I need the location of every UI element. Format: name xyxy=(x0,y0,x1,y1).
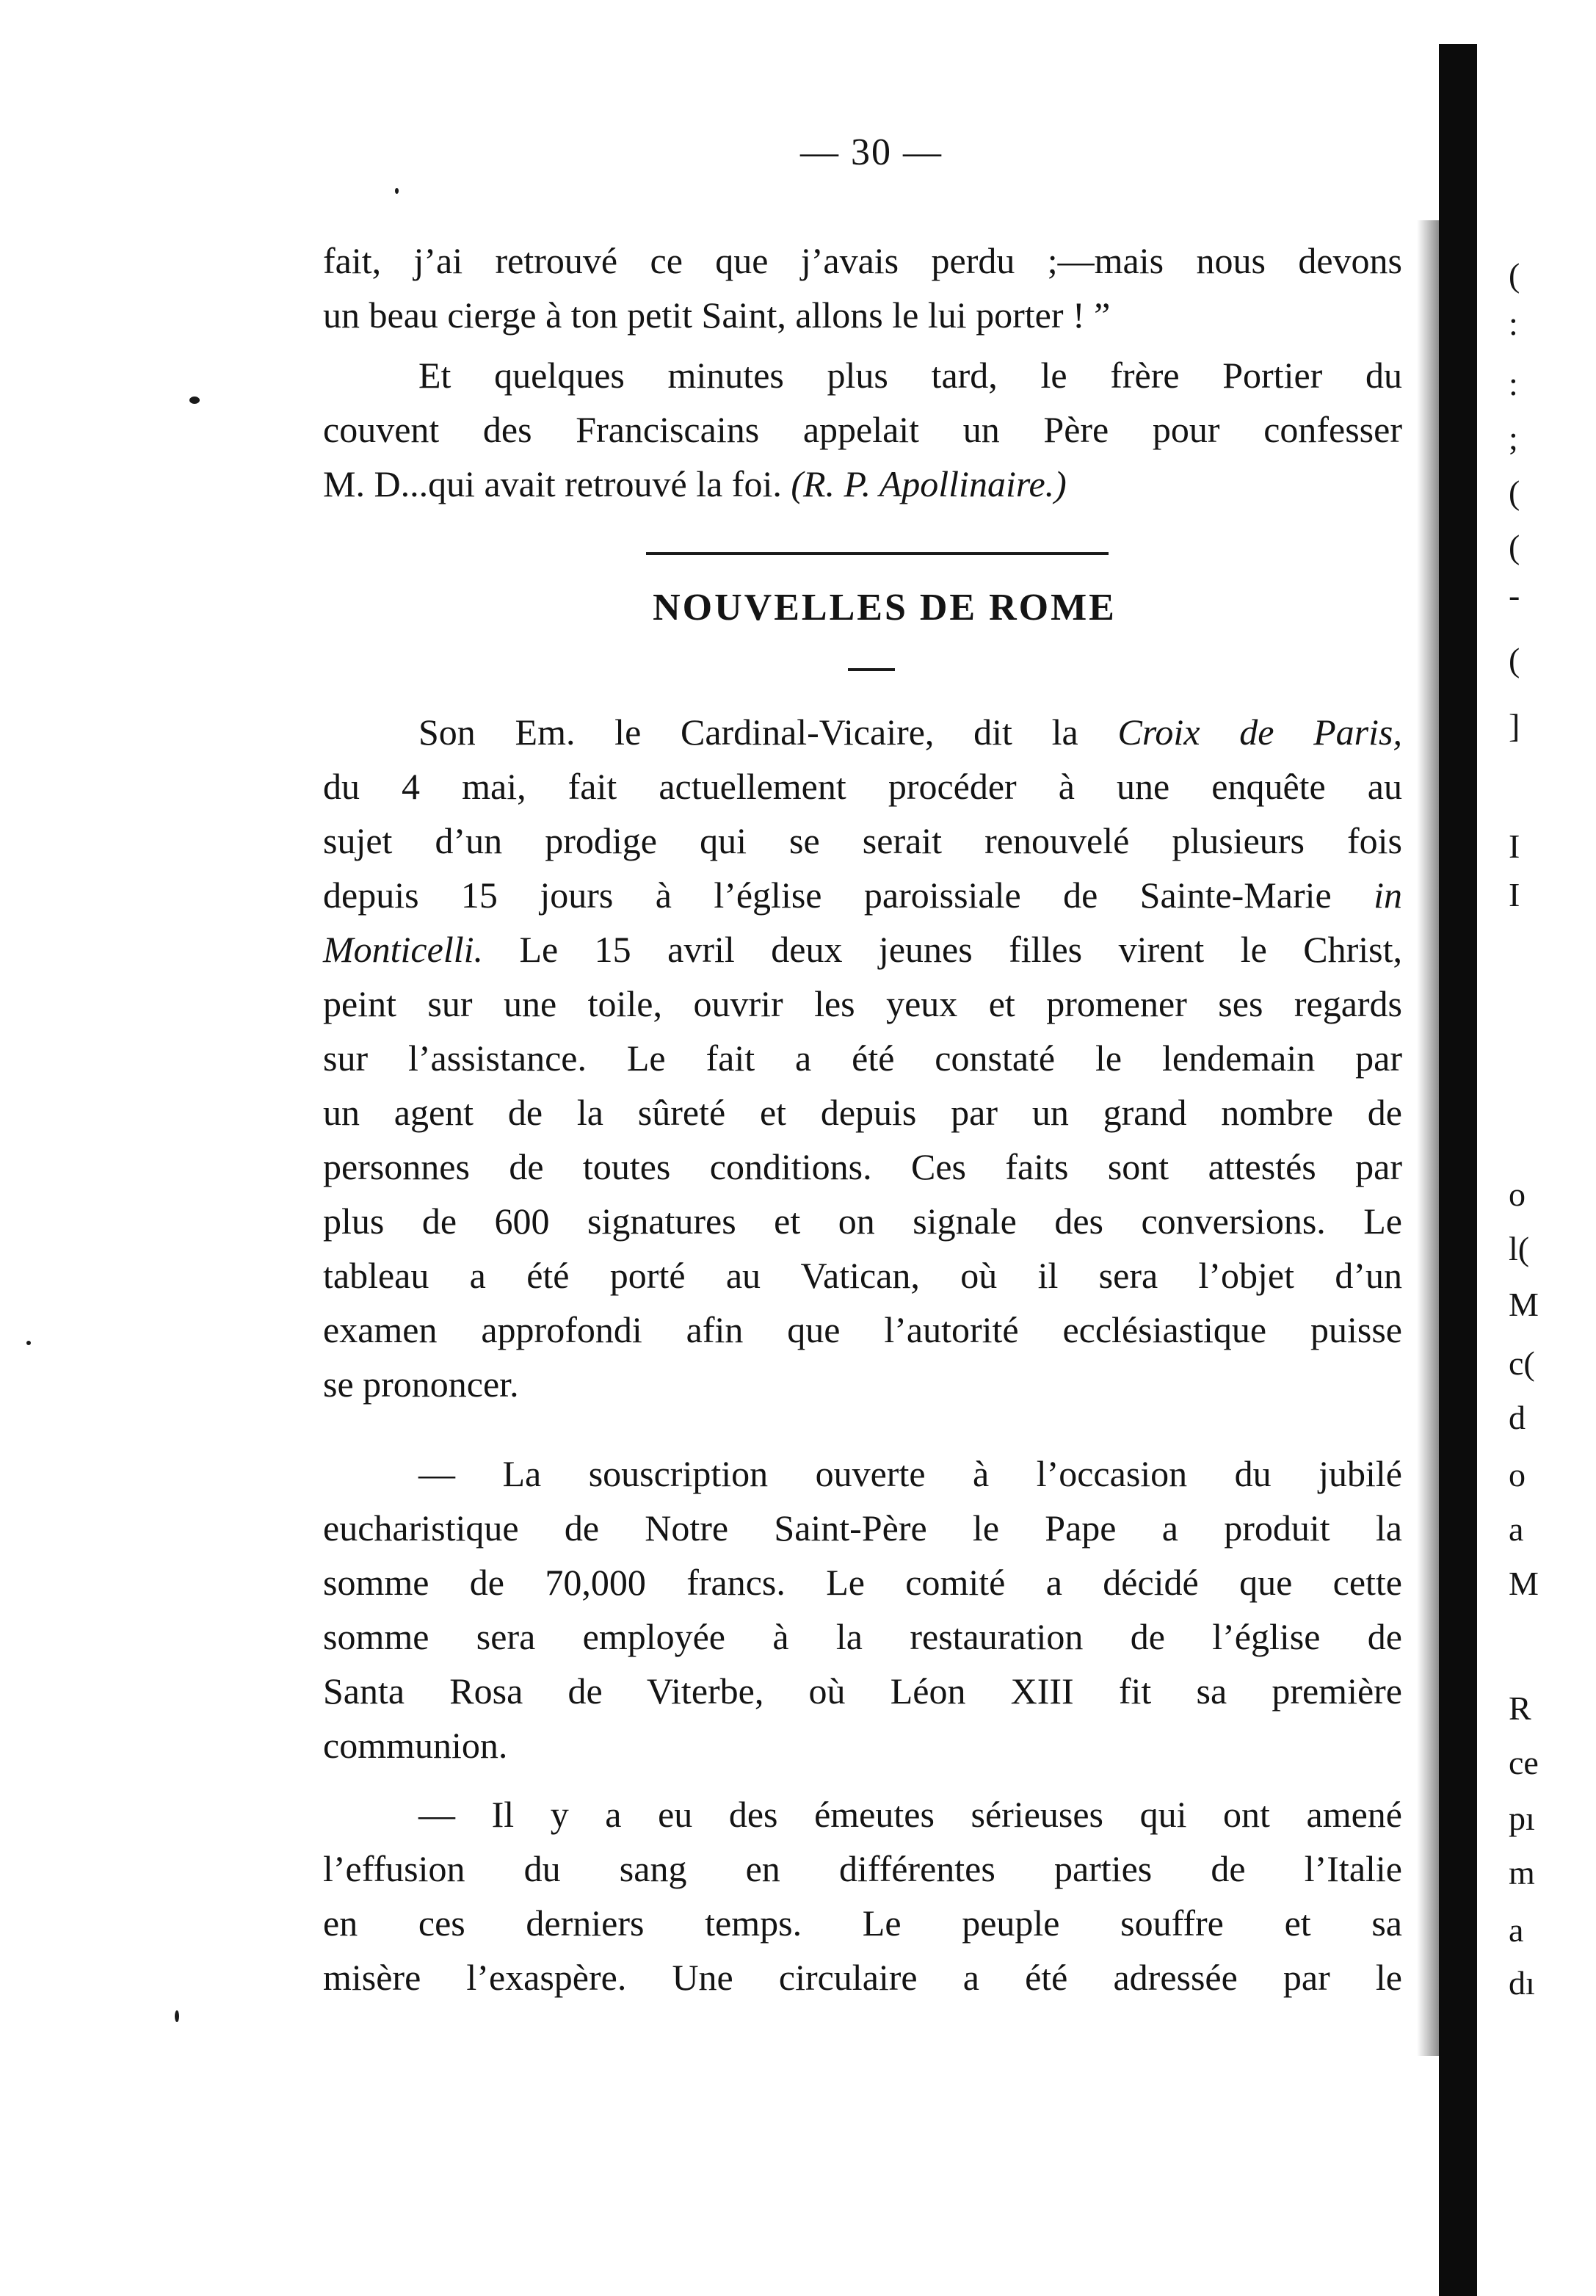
news-paragraph-2 xyxy=(323,1446,1402,1772)
italic-run: in xyxy=(1374,874,1402,916)
facing-page-fragment: ( xyxy=(1509,641,1520,678)
text-line: eucharistique de Notre Saint-Père le Pape a produit la xyxy=(323,1507,1402,1549)
facing-page-fragment: d xyxy=(1509,1399,1526,1436)
news-paragraph-1 xyxy=(323,705,1402,1411)
page-number: — 30 — xyxy=(800,131,943,173)
facing-page-fragment: I xyxy=(1509,827,1520,865)
text-line: peint sur une toile, ouvrir les yeux et promener ses regards xyxy=(323,983,1402,1024)
facing-page-fragment: a xyxy=(1509,1510,1524,1548)
text-line: — Il y a eu des émeutes sérieuses qui ont amené xyxy=(418,1794,1402,1835)
facing-page-fragment: pı xyxy=(1509,1800,1535,1837)
facing-page-fragment: dı xyxy=(1509,1964,1535,2002)
anecdote-end-paragraph xyxy=(323,348,1402,511)
text-line: en ces derniers temps. Le peuple souffre et sa xyxy=(323,1902,1402,1944)
text-line: couvent des Franciscains appelait un Père pour confesser xyxy=(323,409,1402,450)
text-line: l’effusion du sang en différentes parties de l’Italie xyxy=(323,1848,1402,1889)
text-line: tableau a été porté au Vatican, où il sera l’objet d’un xyxy=(323,1255,1402,1296)
text-run: Le 15 avril deux jeunes filles virent le Christ, xyxy=(483,929,1402,970)
text-line: se prononcer. xyxy=(323,1364,519,1405)
text-line: un agent de la sûreté et depuis par un grand nombre de xyxy=(323,1092,1402,1133)
facing-page-fragment: : xyxy=(1509,305,1518,342)
facing-page-fragment: o xyxy=(1509,1456,1526,1493)
text-line: un beau cierge à ton petit Saint, allons le lui porter ! ” xyxy=(323,294,1111,336)
text-line: examen approfondi afin que l’autorité ecclésiastique puisse xyxy=(323,1309,1402,1350)
binding-gutter xyxy=(1439,44,1477,2296)
text-line: plus de 600 signatures et on signale des conversions. Le xyxy=(323,1200,1402,1242)
facing-page-fragment: ( xyxy=(1509,256,1520,294)
text-line: personnes de toutes conditions. Ces faits sont attestés par xyxy=(323,1146,1402,1187)
attribution: (R. P. Apollinaire.) xyxy=(791,463,1067,504)
facing-page-fragment: ce xyxy=(1509,1744,1539,1781)
facing-page-fragment: ( xyxy=(1509,528,1520,565)
section-divider xyxy=(646,552,1109,555)
text-line: communion. xyxy=(323,1725,508,1766)
scan-speck xyxy=(189,396,200,404)
text-line xyxy=(323,868,1402,922)
text-line: — La souscription ouverte à l’occasion du jubilé xyxy=(418,1453,1402,1494)
text-line xyxy=(323,705,1402,759)
scan-speck xyxy=(175,2010,179,2022)
continuation-paragraph xyxy=(323,233,1402,342)
scan-speck xyxy=(395,188,399,194)
text-line: Santa Rosa de Viterbe, où Léon XIII fit sa première xyxy=(323,1670,1402,1712)
heading-underline xyxy=(848,668,895,671)
text-run: Son Em. le Cardinal-Vicaire, dit la xyxy=(418,711,1118,753)
facing-page-fragment: M xyxy=(1509,1286,1539,1323)
text-line xyxy=(323,457,1402,511)
facing-page-fragment: ( xyxy=(1509,474,1520,511)
text-line: sur l’assistance. Le fait a été constaté le lendemain par xyxy=(323,1037,1402,1079)
facing-page-fragment: M xyxy=(1509,1565,1539,1602)
facing-page-fragment: c( xyxy=(1509,1344,1535,1382)
facing-page-fragment: o xyxy=(1509,1176,1526,1213)
facing-page-fragment: a xyxy=(1509,1911,1524,1949)
text-line: sujet d’un prodige qui se serait renouvelé plusieurs fois xyxy=(323,820,1402,861)
facing-page-fragment: : xyxy=(1509,365,1518,402)
text-line: du 4 mai, fait actuellement procéder à une enquête au xyxy=(323,766,1402,807)
facing-page-fragment: I xyxy=(1509,876,1520,913)
text-line: somme sera employée à la restauration de l’église de xyxy=(323,1616,1402,1657)
text-line: misère l’exaspère. Une circulaire a été adressée par le xyxy=(323,1957,1402,1998)
italic-run: Monticelli. xyxy=(323,929,483,970)
facing-page-fragment: - xyxy=(1509,576,1520,614)
newspaper-title: Croix de Paris, xyxy=(1117,711,1402,753)
facing-page-fragment: m xyxy=(1509,1854,1535,1891)
section-heading: NOUVELLES DE ROME xyxy=(653,587,1117,629)
binding-shadow xyxy=(1417,220,1442,2056)
text-line xyxy=(323,922,1402,977)
scan-speck xyxy=(26,1341,31,1345)
facing-page-fragment: R xyxy=(1509,1690,1531,1727)
news-paragraph-3 xyxy=(323,1787,1402,2005)
facing-page-fragment: ; xyxy=(1509,419,1518,457)
text-line: Et quelques minutes plus tard, le frère Portier du xyxy=(418,355,1402,396)
text-run: depuis 15 jours à l’église paroissiale de Sainte-Marie xyxy=(323,874,1374,916)
text-line: somme de 70,000 francs. Le comité a décidé que cette xyxy=(323,1562,1402,1603)
text-run: M. D...qui avait retrouvé la foi. xyxy=(323,463,791,504)
facing-page-fragment: ] xyxy=(1509,707,1520,745)
text-line: fait, j’ai retrouvé ce que j’avais perdu ;—mais nous devons xyxy=(323,240,1402,281)
facing-page-fragment: l( xyxy=(1509,1230,1530,1267)
